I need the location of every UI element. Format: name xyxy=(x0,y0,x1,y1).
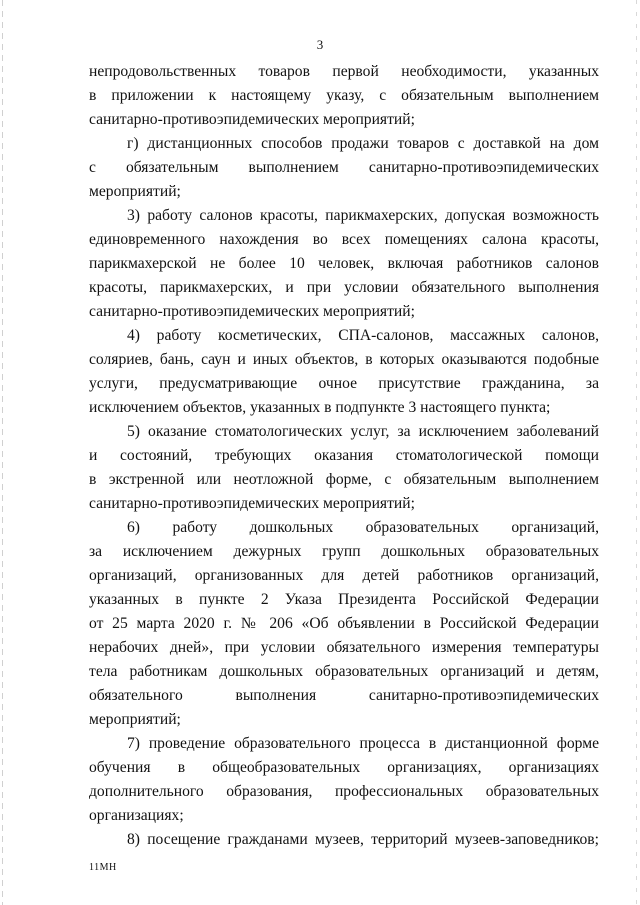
text-line: мероприятий; xyxy=(89,711,181,728)
text-line: красоты, парикмахерских, и при условии обязательного выполнения xyxy=(89,279,599,296)
text-line: с обязательным выполнением санитарно-противоэпидемических xyxy=(89,159,599,176)
text-line: обязательного выполнения санитарно-противоэпидемических xyxy=(89,687,599,704)
paragraph-first-line: 6) работу дошкольных образовательных организаций, xyxy=(127,519,599,536)
text-line: услуги, предусматривающие очное присутствие гражданина, за xyxy=(89,375,599,392)
text-line: исключением объектов, указанных в подпункте 3 настоящего пункта; xyxy=(89,399,551,416)
body-text xyxy=(89,60,599,852)
text-line: санитарно-противоэпидемических мероприятий; xyxy=(89,111,415,128)
text-line: организаций, организованных для детей работников организаций, xyxy=(89,567,599,584)
text-line: и состояний, требующих оказания стоматологической помощи xyxy=(89,447,599,464)
text-line: единовременного нахождения во всех помещениях салона красоты, xyxy=(89,231,599,248)
page-number: 3 xyxy=(316,37,324,52)
paragraph-first-line: г) дистанционных способов продажи товаров с доставкой на дом xyxy=(127,135,599,152)
footer-code: 11МН xyxy=(89,862,117,873)
text-line: нерабочих дней», при условии обязательного измерения температуры xyxy=(89,639,599,656)
text-line: дополнительного образования, профессиональных образовательных xyxy=(89,783,599,800)
scan-edge-left xyxy=(2,0,3,905)
text-line: санитарно-противоэпидемических мероприятий; xyxy=(89,495,415,512)
text-line: тела работникам дошкольных образовательных организаций и детям, xyxy=(89,663,599,680)
text-line: обучения в общеобразовательных организациях, организациях xyxy=(89,759,599,776)
text-line: непродовольственных товаров первой необходимости, указанных xyxy=(89,63,599,80)
text-line: указанных в пункте 2 Указа Президента Российской Федерации xyxy=(89,591,599,608)
paragraph-first-line: 4) работу косметических, СПА-салонов, массажных салонов, xyxy=(127,327,599,344)
scan-edge-right xyxy=(636,0,637,905)
text-line: парикмахерской не более 10 человек, включая работников салонов xyxy=(89,255,599,272)
text-line: от 25 марта 2020 г. № 206 «Об объявлении в Российской Федерации xyxy=(89,615,599,632)
text-line: в экстренной или неотложной форме, с обязательным выполнением xyxy=(89,471,599,488)
text-line: организациях; xyxy=(89,807,184,824)
text-line: санитарно-противоэпидемических мероприятий; xyxy=(89,303,415,320)
text-line: соляриев, бань, саун и иных объектов, в которых оказываются подобные xyxy=(89,351,599,368)
text-line: за исключением дежурных групп дошкольных образовательных xyxy=(89,543,599,560)
paragraph-first-line: 8) посещение гражданами музеев, территорий музеев-заповедников; xyxy=(127,831,599,848)
paragraph-first-line: 3) работу салонов красоты, парикмахерских, допуская возможность xyxy=(127,207,599,224)
paragraph-first-line: 5) оказание стоматологических услуг, за исключением заболеваний xyxy=(127,423,599,440)
text-line: в приложении к настоящему указу, с обязательным выполнением xyxy=(89,87,599,104)
text-line: мероприятий; xyxy=(89,183,181,200)
paragraph-first-line: 7) проведение образовательного процесса в дистанционной форме xyxy=(127,735,599,752)
